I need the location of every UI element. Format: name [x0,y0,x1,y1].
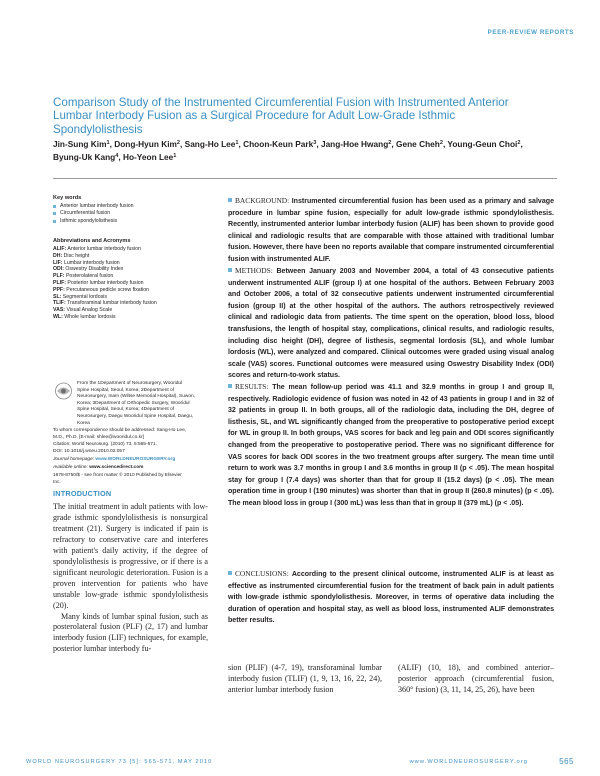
abbreviation-definition: Whole lumbar lordosis [62,313,116,320]
keywords-heading: Key words [53,195,82,201]
conclusions-label: CONCLUSIONS: [235,569,289,578]
author-affiliation-number: 2 [517,140,521,146]
abbreviation-definition: Percutaneous pedicle screw fixation [64,286,150,293]
introduction-heading: INTRODUCTION [53,489,112,498]
abbreviation-term: LIF: [53,259,63,266]
abbreviation-definition: Disc height [62,252,90,259]
keyword-item: Anterior lumbar interbody fusion [53,203,134,210]
abbreviation-row [53,294,157,301]
abbreviation-row [53,273,157,280]
abstract-methods [228,265,554,382]
author-name: Jin-Sung Kim$^1$ [53,139,110,149]
author-list: Jin-Sung Kim$^1$, Dong-Hyun Kim$^2$, Sang-Ho Lee$^1$, Choon-Keun Park$^3$, Jang-Hoe Hwang$^2$, Gene Cheh$^2$, Young-Geun Choi$^2$, Byung-Uk Kang$^4$, Ho-Yeon Lee$^1$ [53,139,523,162]
author-affiliation-number: 4 [115,152,119,159]
abbreviation-row [53,260,157,267]
author-name: Young-Geun Choi$^2$ [447,139,521,149]
author-name: Sang-Ho Lee$^1$ [184,139,239,149]
methods-label: METHODS: [235,266,273,275]
intro-paragraph-2: Many kinds of lumbar spinal fusion, such as posterolateral fusion (PLF) (2, 17) and lumbar interbody fusion (LIF) techniques, for example, posterior lumbar interbody fu- [53,611,208,654]
abbreviation-definition: Posterolateral fusion [64,273,114,280]
abbreviation-row [53,266,157,273]
background-text: Instrumented circumferential fusion has been used as a primary and salvage procedure in lumbar spine fusion, especially for adult low-grade isthmic spondylolisthesis. Recently, instrumented anterior lumbar interbody fusion (ALIF) has been shown to provide good clinical and radiologic results that are comparable with those attained with traditional lumbar fusion. However, there have been no reports available that compare instrumented circumferential fusion with instrumented ALIF. [228,198,554,263]
divider [53,178,557,179]
bullet-icon [228,268,232,272]
intro-column-2 [228,663,382,696]
author-affiliation-number: 2 [176,140,181,146]
online-label: Available online: [53,465,88,470]
abbreviation-definition: Lumbar interbody fusion [62,259,120,266]
conclusions-text: According to the present clinical outcome, instrumented ALIF is at least as effective as instrumented circumferential fusion for the treatment of back pain in adult patients with low-grade isthmic spondylolisthesis. Moreover, in terms of operative data including the duration of operation and hospital stay, as well as blood loss, instrumented ALIF demonstrates better results. [228,571,554,625]
methods-text: Between January 2003 and November 2004, a total of 43 consecutive patients underwent instrumented ALIF (group I) at one hospital of the authors. Between February 2003 and October 2006, a total of 32 consecutive patients underwent instrumented circumferential fusion (group II) at the other hospital of the authors. The authors retrospectively reviewed clinical and radiologic data from patients. The time spent on the operation, blood loss, blood transfusions, the length of hospital stay, complications, clinical results, and radiologic results, including disc height (DH), degree of listhesis, segmental lordosis (SL), and whole lumbar lordosis (WL), were analyzed and compared. Clinical outcomes were graded using visual analog scale (VAS) scores. Functional outcomes were measured using Oswestry Disability Index (ODI) scores and return-to-work status. [228,268,554,380]
abbreviation-term: ODI: [53,266,64,273]
abbreviation-definition: Visual Analog Scale [65,307,113,314]
results-label: RESULTS: [235,382,269,391]
author-affiliation-number: 2 [388,140,392,146]
abbreviation-term: PLIF: [53,279,66,286]
keyword-item: Isthmic spondylolisthesis [53,218,134,225]
background-label: BACKGROUND: [235,196,290,205]
author-name: Jang-Hoe Hwang$^2$ [320,139,392,149]
abbreviation-definition: Segmental lordosis [61,293,107,300]
abbreviation-term: ALIF: [53,246,67,252]
bullet-icon [228,571,232,575]
footer-journal: WORLD NEUROSURGERY 73 [5]: 565-571, MAY 2010 [26,759,213,765]
intro-column-1 [53,502,208,655]
abbreviation-row [53,307,157,314]
abstract-background [228,195,554,266]
homepage-link[interactable]: www.WORLDNEUROSURGERY.org [95,457,176,462]
abbreviation-row [53,314,157,321]
page-number: 565 [559,757,574,766]
author-affiliation-number: 1 [173,152,177,159]
abbreviation-term: SL: [53,293,62,300]
footer-url[interactable]: www.WORLDNEUROSURGERY.org [409,759,528,765]
author-affiliation-number: 2 [439,140,443,146]
abbreviation-row [53,287,157,294]
citation: Citation: World Neurosurg. (2010) 73, 5:565-571. [53,442,157,447]
abbreviation-row [53,300,157,307]
correspondence: To whom correspondence should be addressed: Sang-Ho Lee, M.D., Ph.D. [E-mail: shlee@wooridul.co.kr] [53,428,187,440]
abbreviation-term: PPF: [53,286,65,293]
abbreviation-term: VAS: [53,307,66,314]
abbreviations-list [53,246,157,321]
abstract-results [228,381,554,510]
online-link[interactable]: www.sciencedirect.com [89,465,144,470]
section-label: PEER-REVIEW REPORTS [487,29,574,36]
article-title: Comparison Study of the Instrumented Circumferential Fusion with Instrumented Anterior Lumbar Interbody Fusion as a Surgical Procedure for Adult Low-Grade Isthmic Spondylolisthesis [53,96,509,136]
abbreviation-term: TLIF: [53,300,66,307]
bullet-icon [228,384,232,388]
author-affiliation-number: 1 [106,140,110,146]
abstract-conclusions [228,568,554,627]
abbreviation-definition: Anterior lumbar interbody fusion [66,246,141,252]
author-name: Dong-Hyun Kim$^2$ [114,139,181,149]
abbreviation-row [53,280,157,287]
abbreviation-term: WL: [53,313,63,320]
intro-column-2-text: sion (PLIF) (4-7, 19), transforaminal lumbar interbody fusion (TLIF) (1, 9, 13, 16, 22, 24), anterior lumbar interbody fusion [228,663,382,694]
abbreviation-row [53,253,157,260]
author-affiliation-number: 1 [235,140,239,146]
intro-column-3 [398,663,554,696]
homepage-label: Journal homepage: [53,457,95,462]
author-affiliation-number: 3 [313,140,317,146]
author-name: Ho-Yeon Lee$^1$ [122,151,177,162]
author-name: Gene Cheh$^2$ [396,139,443,149]
abbreviations-heading: Abbreviations and Acronyms [53,238,131,244]
available-online [53,465,213,472]
intro-column-3-text: (ALIF) (10, 18), and combined anterior–posterior approach (circumferential fusion, 360° fusion) (3, 11, 14, 25, 26), have been [398,663,554,694]
abbreviation-definition: Posterior lumbar interbody fusion [65,279,144,286]
keywords-list [53,203,134,225]
abbreviation-term: PLF: [53,273,65,280]
abbreviation-row [53,246,157,253]
keyword-item: Circumferential fusion [53,210,134,217]
results-text: The mean follow-up period was 41.1 and 32.9 months in group I and group II, respectively. Radiologic evidence of fusion was noted in 42 of 43 patients in group I and in 32 of 32 patients in group II. In both groups, all of the radiologic data, including the DH, degree of listhesis, SL, and WL significantly changed from the preoperative to postoperative period except for WL in group II. In both groups, VAS scores for back and leg pain and ODI scores significantly changed from the preoperative to postoperative period. There was no significant difference for VAS scores for back ODI scores in the two treatment groups after surgery. The mean time until return to work was 3.7 months in group I and 3.6 months in group II (p < .05). The mean hospital stay for group I (7.4 days) was shorter than that for group II (15.2 days) (p < .05). The mean operation time in group I (190 minutes) was shorter than that in group II (260.8 minutes) (p < .05). The mean blood loss in group I (300 mL) was less than that in group II (379 mL) (p < .05). [228,384,554,507]
author-name: Byung-Uk Kang$^4$ [53,151,119,162]
affiliation: From the 1Department of Neurosurgery, Wooridul Spine Hospital, Seoul, Korea; 2Department of Neurosurgery, Inam (Wiltse Memorial Hospital), Suwon, Korea; 3Department of Orthopedic Surgery, Wooridul Spine Hospital, Seoul, Korea; 4Department of Neurosurgery, Daegu Wooridul Spine Hospital, Daegu, Korea [77,381,196,426]
issn-note: 1878-8750/$ - see front matter © 2010 Published by Elsevier Inc. [53,473,182,485]
abbreviation-definition: Oswestry Disability Index [63,266,124,273]
journal-logo-icon [53,381,74,401]
abbreviation-definition: Transforaminal lumbar interbody fusion [65,300,157,307]
journal-homepage [53,457,213,464]
doi: DOI: 10.1016/j.wneu.2010.02.057 [53,449,125,454]
abbreviation-term: DH: [53,252,63,259]
author-name: Choon-Keun Park$^3$ [243,139,317,149]
intro-paragraph-1: The initial treatment in adult patients with low-grade isthmic spondylolisthesis is nonsurgical treatment (21). Surgery is indicated if pain is refractory to conservative care and interferes with patient's daily activity, if the degree of spondylolisthesis is progressive, or if there is a significant neurologic deterioration. Fusion is a proven intervention for patients who have unstable low-grade isthmic spondylolisthesis (20). [53,502,208,610]
bullet-icon [228,198,232,202]
